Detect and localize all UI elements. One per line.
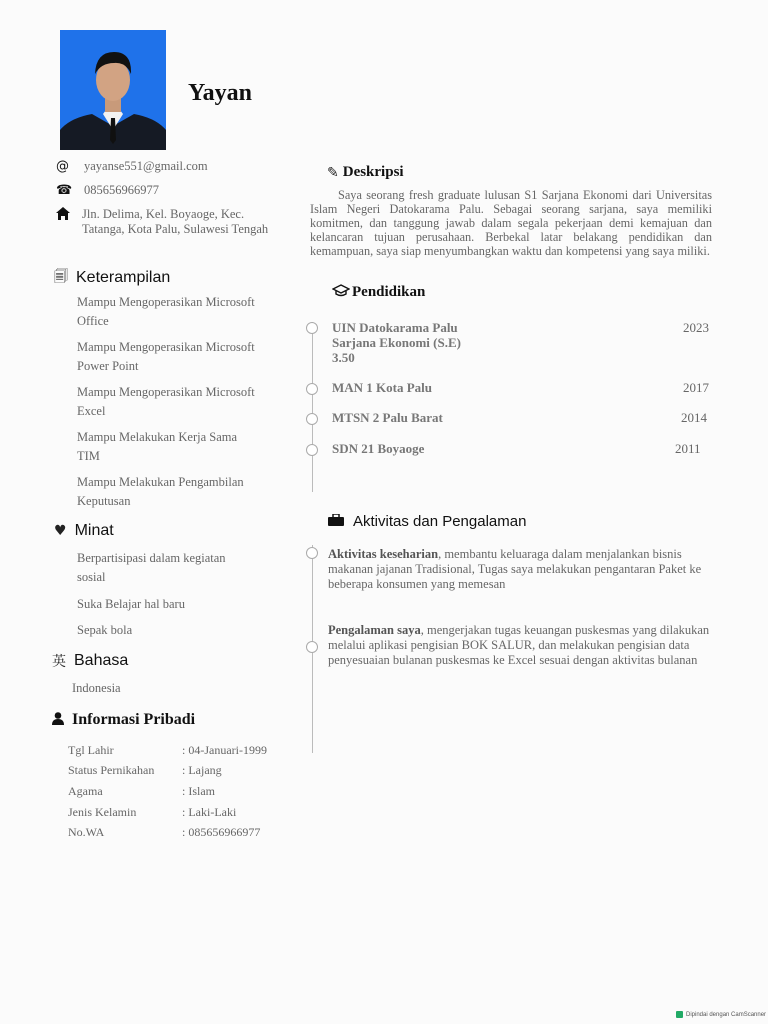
description-title: Deskripsi bbox=[342, 164, 404, 180]
interest-item: Berpartisipasi dalam kegiatan sosial bbox=[77, 551, 226, 584]
info-row bbox=[68, 781, 267, 802]
info-row bbox=[68, 822, 267, 843]
timeline-dot bbox=[306, 322, 318, 334]
interest-item: Suka Belajar hal baru bbox=[77, 597, 185, 611]
user-icon bbox=[52, 712, 64, 729]
info-value: : 04-Januari-1999 bbox=[182, 742, 267, 757]
gpa: 3.50 bbox=[332, 350, 355, 365]
school-name: MAN 1 Kota Palu bbox=[332, 380, 433, 395]
info-row bbox=[68, 802, 267, 823]
info-key: Status Pernikahan bbox=[68, 763, 155, 778]
address-text: Jln. Delima, Kel. Boyaoge, Kec. Tatanga, Kota Palu, Sulawesi Tengah bbox=[82, 207, 269, 236]
contact-address bbox=[56, 207, 282, 237]
info-row bbox=[68, 761, 267, 782]
activity-label: Aktivitas keseharian bbox=[328, 547, 439, 561]
activity-text: , mengerjakan tugas keuangan puskesmas yang dilakukan melalui aplikasi pengisian BOK SALUR, dan melakukan pengisian data penyesuaian bulanan puskesmas ke Excel sesuai dengan aktivitas bulanan bbox=[328, 623, 710, 667]
personal-title: Informasi Pribadi bbox=[72, 711, 196, 728]
person-portrait bbox=[60, 30, 166, 150]
info-row bbox=[68, 740, 267, 761]
skill-item: Mampu Mengoperasikan Microsoft Power Point bbox=[77, 340, 255, 373]
interests-heading bbox=[54, 522, 114, 540]
activities-title: Aktivitas dan Pengalaman bbox=[353, 513, 527, 530]
education-heading bbox=[332, 284, 425, 301]
scanner-watermark bbox=[676, 1011, 766, 1018]
description-heading bbox=[327, 164, 404, 181]
info-value: : Lajang bbox=[182, 763, 222, 778]
skill-item: Mampu Melakukan Kerja Sama TIM bbox=[77, 430, 238, 463]
skill-item: Mampu Mengoperasikan Microsoft Excel bbox=[77, 385, 255, 418]
phone-icon: ☎ bbox=[56, 183, 73, 198]
school-name: SDN 21 Boyaoge bbox=[332, 441, 425, 456]
timeline-dot bbox=[306, 547, 318, 559]
activities-heading bbox=[328, 513, 526, 530]
activity-text: , membantu keluaraga dalam menjalankan bisnis makanan jajanan Tradisional, Tugas saya melakukan pengantaran Paket ke beberapa konsumen yang memesan bbox=[328, 547, 702, 591]
contact-phone bbox=[56, 183, 159, 198]
heart-icon: ♥ bbox=[54, 523, 67, 539]
profile-name: Yayan bbox=[188, 80, 253, 106]
language-icon: 英 bbox=[52, 654, 66, 670]
timeline-dot bbox=[306, 444, 318, 456]
camscanner-logo-icon bbox=[676, 1011, 683, 1018]
info-key: Jenis Kelamin bbox=[68, 804, 137, 819]
description-text: Saya seorang fresh graduate lulusan S1 Sarjana Ekonomi dari Universitas Islam Negeri Datokarama Palu. Sebagai seorang sarjana, saya memiliki komitmen, dan tanggung jawab dalam segala pekerjaan demi kemajuan dan kelancaran tujuan perusahaan. Berbekal latar belakang pendidikan dan kemampuan, saya siap menyumbangkan waktu dan kompetensi yang saya miliki. bbox=[310, 188, 712, 258]
pencil-icon: ✎ bbox=[327, 164, 339, 181]
activity-item bbox=[328, 547, 718, 592]
profile-photo bbox=[60, 30, 166, 150]
timeline-dot bbox=[306, 641, 318, 653]
education-year: 2014 bbox=[681, 410, 707, 425]
language-item: Indonesia bbox=[72, 681, 121, 695]
languages-title: Bahasa bbox=[74, 652, 129, 669]
personal-info-table bbox=[68, 740, 267, 843]
email-text: yayanse551@gmail.com bbox=[84, 159, 208, 173]
education-title: Pendidikan bbox=[352, 284, 426, 300]
school-name: MTSN 2 Palu Barat bbox=[332, 410, 443, 425]
activity-label: Pengalaman saya bbox=[328, 623, 421, 637]
info-key: Agama bbox=[68, 783, 103, 798]
education-year: 2023 bbox=[683, 320, 709, 335]
interest-item: Sepak bola bbox=[77, 623, 133, 637]
contact-email bbox=[56, 159, 208, 174]
education-item bbox=[332, 320, 461, 365]
document-icon: 🗐 bbox=[54, 269, 68, 285]
education-year: 2011 bbox=[675, 441, 701, 456]
activity-item bbox=[328, 623, 718, 668]
skill-item: Mampu Mengoperasikan Microsoft Office bbox=[77, 295, 255, 328]
school-name: UIN Datokarama Palu bbox=[332, 320, 458, 335]
education-timeline-line bbox=[312, 322, 313, 492]
skills-heading bbox=[54, 266, 170, 290]
education-year: 2017 bbox=[683, 380, 709, 395]
skill-item: Mampu Melakukan Pengambilan Keputusan bbox=[77, 475, 244, 508]
info-key: Tgl Lahir bbox=[68, 742, 114, 757]
info-key: No.WA bbox=[68, 825, 105, 840]
info-value: : 085656966977 bbox=[182, 825, 261, 840]
at-icon: @ bbox=[56, 159, 69, 174]
phone-text: 085656966977 bbox=[84, 183, 159, 197]
info-value: : Islam bbox=[182, 783, 215, 798]
interests-title: Minat bbox=[74, 522, 114, 539]
briefcase-icon bbox=[328, 514, 344, 530]
languages-heading bbox=[52, 651, 128, 671]
timeline-dot bbox=[306, 383, 318, 395]
scanner-text: Dipindai dengan CamScanner bbox=[686, 1011, 767, 1018]
personal-heading bbox=[52, 711, 195, 729]
graduation-cap-icon bbox=[332, 284, 350, 301]
timeline-dot bbox=[306, 413, 318, 425]
degree: Sarjana Ekonomi (S.E) bbox=[332, 335, 461, 350]
info-value: : Laki-Laki bbox=[182, 804, 237, 819]
skills-title: Keterampilan bbox=[76, 269, 171, 286]
home-icon bbox=[56, 207, 78, 237]
